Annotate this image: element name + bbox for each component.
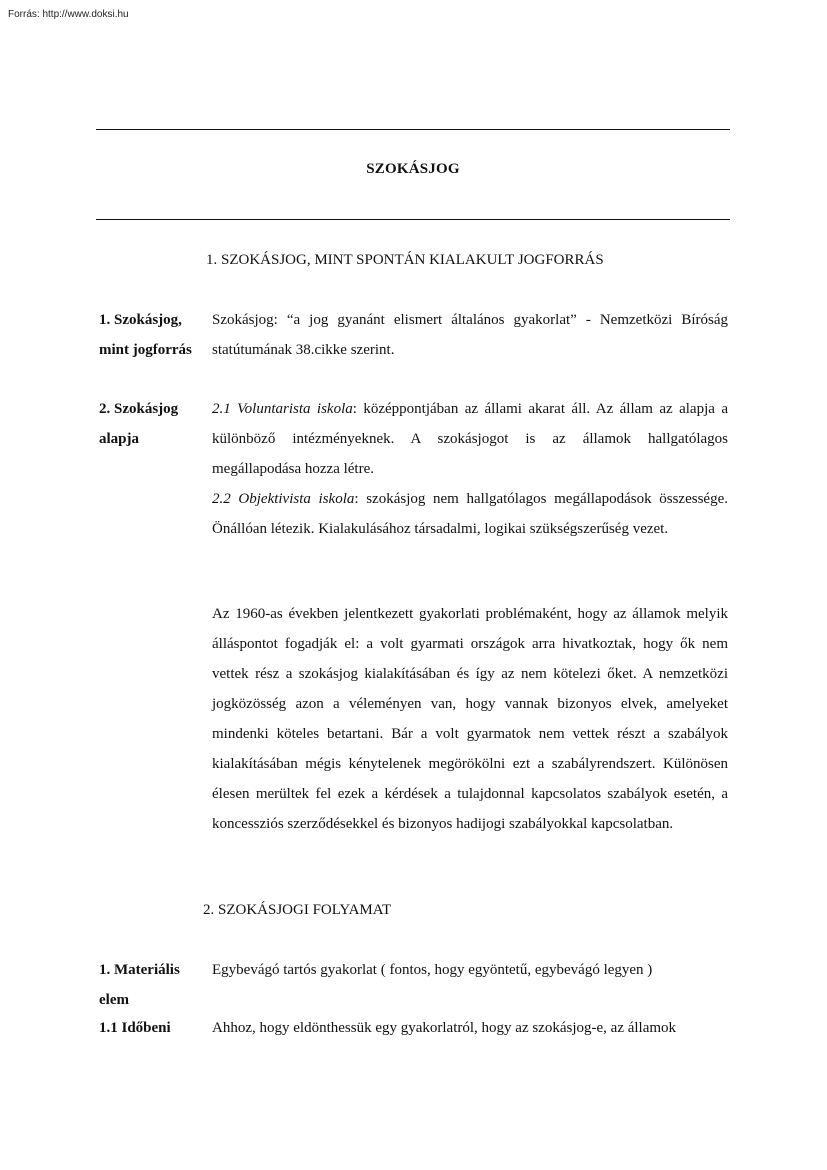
source-url: Forrás: http://www.doksi.hu: [8, 9, 129, 20]
label-szokasjog-alapja: 2. Szokásjog alapja: [99, 401, 179, 447]
section-1-heading: 1. SZOKÁSJOG, MINT SPONTÁN KIALAKULT JOGFORRÁS: [206, 252, 604, 268]
paragraph-szokasjog-definition: Szokásjog: “a jog gyanánt elismert általános gyakorlat” - Nemzetközi Bíróság statútumának 38.cikke szerint.: [212, 312, 728, 358]
paragraph-schools: [212, 394, 728, 544]
paragraph-objektivista: 2.2 Objektivista iskola: szokásjog nem hallgatólagos megállapodások összessége. Önállóan létezik. Kialakulásához társadalmi, logikai szükségszerűség vezet.: [212, 491, 728, 537]
section-2-heading: 2. SZOKÁSJOGI FOLYAMAT: [203, 902, 392, 918]
document-title: SZOKÁSJOG: [366, 161, 460, 177]
title-bottom-rule: [96, 219, 730, 220]
label-materialis-elem: 1. Materiális elem: [99, 962, 180, 1008]
top-rule: [96, 129, 730, 130]
paragraph-materialis-elem: Egybevágó tartós gyakorlat ( fontos, hogy egyöntetű, egybevágó legyen ): [212, 962, 653, 978]
paragraph-voluntarista: 2.1 Voluntarista iskola: középpontjában az állami akarat áll. Az állam az alapja a különböző intézményeknek. A szokásjogot is az államok hallgatólagos megállapodása hozza létre.: [212, 401, 728, 477]
paragraph-1960s-problem: Az 1960-as években jelentkezett gyakorlati problémaként, hogy az államok melyik álláspontot fogadják el: a volt gyarmati országok arra hivatkoztak, hogy ők nem vettek rész a szokásjog kialakításában és így az nem kötelezi őket. A nemzetközi jogközösség azon a véleményen van, hogy vannak bizonyos elvek, amelyeket mindenki köteles betartani. Bár a volt gyarmatok nem vettek részt a szabályok kialakításában mégis kénytelenek megörökölni ezt a szabályrendszert. Különösen élesen merültek fel ezek a kérdések a tulajdonnal kapcsolatos szabályok esetén, a koncessziós szerződésekkel és bizonyos hadijogi szabályokkal kapcsolatban.: [212, 606, 728, 832]
label-szokasjog-mint-jogforras: 1. Szokásjog, mint jogforrás: [99, 312, 192, 358]
paragraph-idobeni: Ahhoz, hogy eldönthessük egy gyakorlatról, hogy az szokásjog-e, az államok: [212, 1020, 677, 1036]
label-idobeni: 1.1 Időbeni: [99, 1020, 171, 1036]
